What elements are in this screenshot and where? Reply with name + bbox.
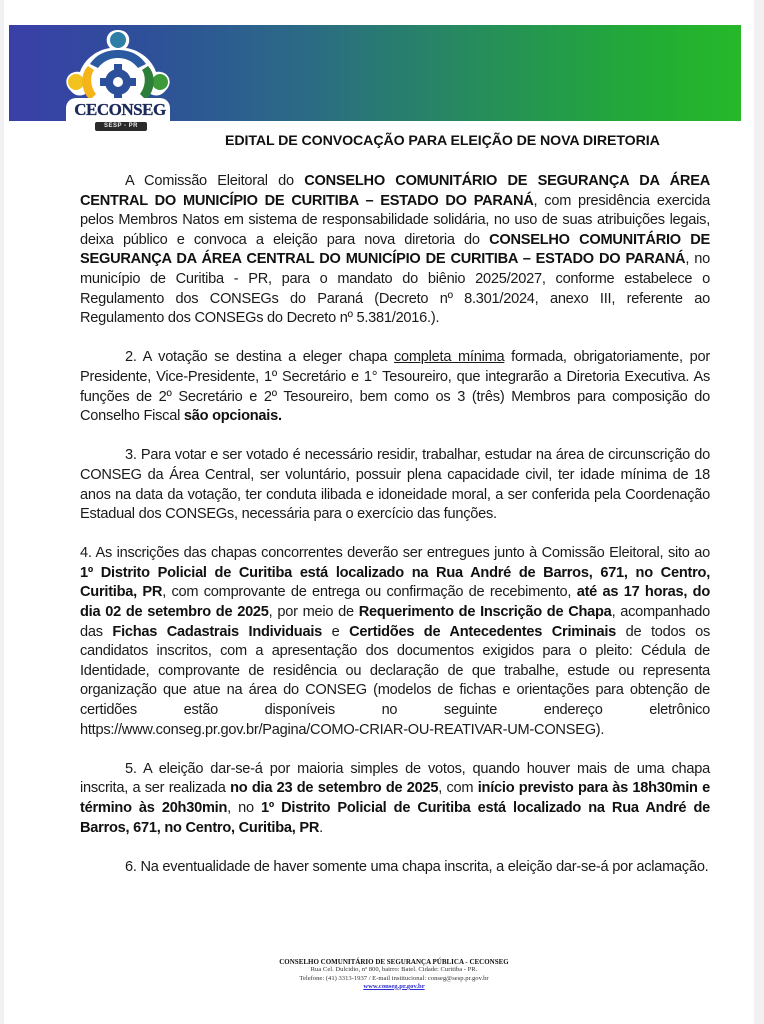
text-run: formada, obrigatoriamente, por Presidente, Vice-Presidente, 1º Secretário e 1° Tesoureiro, que integrarão a Diretoria Executiva. As funções de 2º Secretário e 2º Tesoureiro, bem como os 3 (três) Membros para composição do Conselho Fiscal — [80, 349, 710, 425]
paragraph-2 — [80, 348, 710, 426]
text-run: , com presidência exercida pelos Membros Natos em sistema de responsabilidade solidária, no uso de suas atribuições legais, deixa público e convoca a eleição para nova diretoria do — [80, 192, 710, 248]
text-run: 2. A votação se destina a eleger chapa — [125, 349, 394, 366]
text-run: , no — [227, 800, 262, 816]
bold-run: até as 17 horas, do dia 02 de setembro de 2025 — [80, 584, 711, 621]
paragraph-1 — [80, 172, 710, 329]
bold-run: no dia 23 de setembro de 2025 — [230, 780, 439, 797]
text-run: 4. As inscrições das chapas concorrentes deverão ser entregues junto à Comissão Eleitoral, sito ao — [80, 545, 710, 562]
text-run: 3. Para votar e ser votado é necessário residir, trabalhar, estudar na área de circunscrição do CONSEG da Área Central, ser voluntário, possuir plena capacidade civil, ter idade mínima de 18 anos na data da votação, ter conduta ilibada e idoneidade moral, a ser conferida pela Coordenação Estadual dos CONSEGs, necessária para o exercício das funções. — [80, 447, 710, 523]
paragraph-4 — [80, 544, 710, 740]
bold-run: Fichas Cadastrais Individuais — [112, 623, 322, 640]
text-run: 5. A eleição dar-se-á por maioria simples de votos, quando houver mais de uma chapa inscrita, a ser realizada — [80, 760, 710, 797]
footer-address: Rua Cel. Dulcidio, nº 800, bairro: Batel. Cidade: Curitiba - PR. — [310, 966, 478, 974]
underlined-run: completa mínima — [393, 349, 505, 366]
paragraph-5 — [80, 760, 710, 838]
footer — [204, 958, 584, 991]
bold-run: Requerimento de Inscrição de Chapa — [358, 604, 612, 621]
bold-run: início previsto para às 18h30min e término às 20h30min — [80, 780, 711, 816]
text-run: de todos os candidatos inscritos, com a apresentação dos documentos exigidos para o pleito: Cédula de Identidade, comprovante de residência ou declaração de que trabalhe, estude ou representa organização que atue na área do CONSEG (modelos de fichas e orientações para obtenção de certidões estão disponíveis no seguinte endereço eletrônico https://www.conseg.pr.gov.br/Pagina/COMO-CRIAR-OU-REATIVAR-UM-CONSEG). — [80, 623, 710, 738]
bold-run: Certidões de Antecedentes Criminais — [349, 623, 617, 640]
document-body — [80, 172, 710, 877]
paragraph-6 — [80, 858, 710, 878]
bold-run: CONSELHO COMUNITÁRIO DE SEGURANÇA DA ÁREA CENTRAL DO MUNICÍPIO DE CURITIBA – ESTADO DO PARANÁ — [80, 231, 710, 268]
bold-run: 1º Distrito Policial de Curitiba está localizado na Rua André de Barros, 671, no Centro, Curitiba, PR — [80, 800, 710, 836]
logo-name: CECONSEG — [74, 100, 166, 119]
document-page — [4, 0, 754, 1024]
text-run: , com — [438, 780, 478, 797]
footer-website-link[interactable]: www.conseg.pr.gov.br — [363, 982, 425, 990]
bold-run: são opcionais. — [183, 408, 282, 425]
text-run: , com comprovante de entrega ou confirmação de recebimento, — [162, 584, 577, 601]
footer-contact: Telefone: (41) 3313-1937 / E-mail institucional: conseg@sesp.pr.gov.br — [299, 974, 489, 982]
paragraph-3 — [80, 446, 710, 524]
text-run: 6. Na eventualidade de haver somente uma chapa inscrita, a eleição dar-se-á por aclamação. — [125, 858, 709, 875]
text-run: e — [322, 623, 350, 640]
text-run: , no município de Curitiba - PR, para o mandato do biênio 2025/2027, conforme estabelece o Regulamento dos CONSEGs do Paraná (Decreto nº 8.301/2024, anexo III, referente ao Regulamento dos CONSEGs do Decreto nº 5.381/2016.). — [80, 251, 710, 327]
footer-org: CONSELHO COMUNITÁRIO DE SEGURANÇA PÚBLICA - CECONSEG — [279, 958, 509, 966]
text-run: A Comissão Eleitoral do — [125, 173, 305, 189]
document-title: EDITAL DE CONVOCAÇÃO PARA ELEIÇÃO DE NOVA DIRETORIA — [225, 133, 660, 149]
logo-subtitle: SESP - PR — [95, 122, 147, 131]
bold-run: 1º Distrito Policial de Curitiba está localizado na Rua André de Barros, 671, no Centro, Curitiba, PR — [80, 564, 710, 601]
text-run: . — [319, 819, 323, 836]
text-run: , acompanhado das — [80, 604, 710, 640]
bold-run: CONSELHO COMUNITÁRIO DE SEGURANÇA DA ÁREA CENTRAL DO MUNICÍPIO DE CURITIBA – ESTADO DO PARANÁ — [80, 173, 710, 209]
text-run: , por meio de — [268, 604, 359, 621]
